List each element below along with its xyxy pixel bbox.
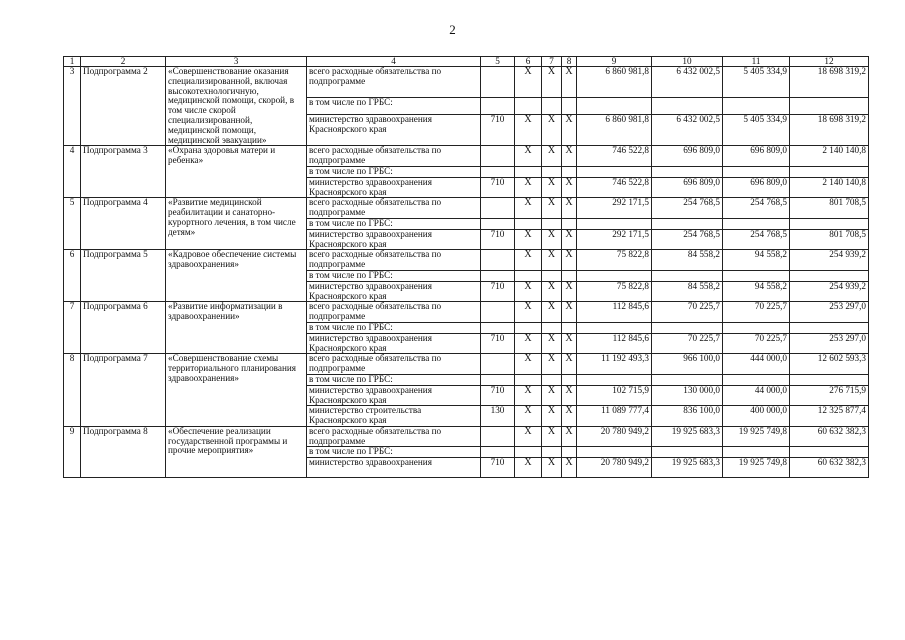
total-label: всего расходные обязательства по подпрограмме xyxy=(307,198,481,219)
code-cell xyxy=(481,67,515,98)
x-mark: X xyxy=(542,146,562,167)
amount-cell: 6 432 002,5 xyxy=(652,114,723,145)
code-cell xyxy=(481,198,515,219)
empty-cell xyxy=(790,374,869,385)
table-row xyxy=(64,67,869,98)
column-header: 10 xyxy=(652,57,723,67)
x-mark: X xyxy=(515,426,542,447)
amount-cell: 112 845,6 xyxy=(577,302,652,323)
column-header: 7 xyxy=(542,57,562,67)
column-header: 1 xyxy=(64,57,81,67)
amount-cell: 130 000,0 xyxy=(652,385,723,406)
empty-cell xyxy=(577,270,652,281)
amount-cell: 2 140 140,8 xyxy=(790,177,869,198)
x-mark: X xyxy=(515,302,542,323)
empty-cell xyxy=(481,322,515,333)
empty-cell xyxy=(562,218,577,229)
x-mark: X xyxy=(562,229,577,250)
table-row xyxy=(64,198,869,219)
column-header: 12 xyxy=(790,57,869,67)
x-mark: X xyxy=(542,177,562,198)
grbs-name: министерство здравоохранения Красноярского края xyxy=(307,114,481,145)
x-mark: X xyxy=(562,458,577,478)
empty-cell xyxy=(542,270,562,281)
amount-cell: 6 432 002,5 xyxy=(652,67,723,98)
column-header: 8 xyxy=(562,57,577,67)
x-mark: X xyxy=(515,114,542,145)
empty-cell xyxy=(577,322,652,333)
empty-cell xyxy=(515,166,542,177)
amount-cell: 19 925 749,8 xyxy=(723,458,790,478)
empty-cell xyxy=(577,166,652,177)
amount-cell: 102 715,9 xyxy=(577,385,652,406)
x-mark: X xyxy=(542,426,562,447)
empty-cell xyxy=(723,374,790,385)
amount-cell: 12 325 877,4 xyxy=(790,406,869,427)
x-mark: X xyxy=(542,385,562,406)
total-label: всего расходные обязательства по подпрограмме xyxy=(307,250,481,271)
subprogram-name: «Совершенствование оказания специализированной, включая высокотехнологичную, медицинской помощи, скорой, в том числе скорой специализированной, медицинской помощи, медицинской эвакуации» xyxy=(166,67,307,146)
x-mark: X xyxy=(515,333,542,354)
empty-cell xyxy=(652,218,723,229)
row-number: 9 xyxy=(64,426,81,477)
code-cell xyxy=(481,302,515,323)
empty-cell xyxy=(562,98,577,114)
amount-cell: 292 171,5 xyxy=(577,229,652,250)
amount-cell: 112 845,6 xyxy=(577,333,652,354)
grbs-code: 710 xyxy=(481,281,515,302)
total-label: всего расходные обязательства по подпрограмме xyxy=(307,302,481,323)
empty-cell xyxy=(481,447,515,458)
page-number: 2 xyxy=(449,22,456,37)
empty-cell xyxy=(652,447,723,458)
x-mark: X xyxy=(515,177,542,198)
subprogram-name: «Охрана здоровья матери и ребенка» xyxy=(166,146,307,198)
empty-cell xyxy=(515,218,542,229)
x-mark: X xyxy=(515,458,542,478)
row-number: 5 xyxy=(64,198,81,250)
empty-cell xyxy=(542,218,562,229)
empty-cell xyxy=(723,218,790,229)
x-mark: X xyxy=(542,333,562,354)
empty-cell xyxy=(723,322,790,333)
row-number: 3 xyxy=(64,67,81,146)
amount-cell: 12 602 593,3 xyxy=(790,354,869,375)
total-label: всего расходные обязательства по подпрограмме xyxy=(307,354,481,375)
including-label: в том числе по ГРБС: xyxy=(307,166,481,177)
x-mark: X xyxy=(515,281,542,302)
amount-cell: 94 558,2 xyxy=(723,250,790,271)
amount-cell: 2 140 140,8 xyxy=(790,146,869,167)
including-label: в том числе по ГРБС: xyxy=(307,374,481,385)
including-label: в том числе по ГРБС: xyxy=(307,270,481,281)
empty-cell xyxy=(481,98,515,114)
amount-cell: 94 558,2 xyxy=(723,281,790,302)
empty-cell xyxy=(790,98,869,114)
amount-cell: 696 809,0 xyxy=(652,146,723,167)
grbs-name: министерство здравоохранения Красноярского края xyxy=(307,281,481,302)
amount-cell: 18 698 319,2 xyxy=(790,114,869,145)
code-cell xyxy=(481,250,515,271)
header-row xyxy=(64,57,869,67)
empty-cell xyxy=(542,447,562,458)
grbs-name: министерство здравоохранения xyxy=(307,458,481,478)
empty-cell xyxy=(562,166,577,177)
grbs-name: министерство здравоохранения Красноярского края xyxy=(307,177,481,198)
x-mark: X xyxy=(542,406,562,427)
x-mark: X xyxy=(515,198,542,219)
subprogram-cell: Подпрограмма 3 xyxy=(81,146,166,198)
empty-cell xyxy=(577,447,652,458)
x-mark: X xyxy=(542,354,562,375)
subprogram-name: «Развитие медицинской реабилитации и санаторно-курортного лечения, в том числе детям» xyxy=(166,198,307,250)
empty-cell xyxy=(515,374,542,385)
empty-cell xyxy=(790,166,869,177)
table-row xyxy=(64,426,869,447)
x-mark: X xyxy=(542,229,562,250)
empty-cell xyxy=(515,322,542,333)
amount-cell: 18 698 319,2 xyxy=(790,67,869,98)
table-row xyxy=(64,302,869,323)
amount-cell: 5 405 334,9 xyxy=(723,114,790,145)
amount-cell: 746 522,8 xyxy=(577,146,652,167)
grbs-code: 710 xyxy=(481,333,515,354)
empty-cell xyxy=(790,218,869,229)
amount-cell: 60 632 382,3 xyxy=(790,458,869,478)
amount-cell: 836 100,0 xyxy=(652,406,723,427)
x-mark: X xyxy=(515,385,542,406)
including-label: в том числе по ГРБС: xyxy=(307,218,481,229)
amount-cell: 19 925 683,3 xyxy=(652,426,723,447)
grbs-code: 710 xyxy=(481,385,515,406)
empty-cell xyxy=(481,166,515,177)
including-label: в том числе по ГРБС: xyxy=(307,322,481,333)
empty-cell xyxy=(542,166,562,177)
grbs-name: министерство здравоохранения Красноярского края xyxy=(307,229,481,250)
x-mark: X xyxy=(562,406,577,427)
amount-cell: 70 225,7 xyxy=(723,302,790,323)
amount-cell: 11 089 777,4 xyxy=(577,406,652,427)
x-mark: X xyxy=(562,146,577,167)
empty-cell xyxy=(577,374,652,385)
x-mark: X xyxy=(515,406,542,427)
x-mark: X xyxy=(562,426,577,447)
x-mark: X xyxy=(542,458,562,478)
subprogram-cell: Подпрограмма 5 xyxy=(81,250,166,302)
amount-cell: 696 809,0 xyxy=(652,177,723,198)
amount-cell: 84 558,2 xyxy=(652,281,723,302)
amount-cell: 5 405 334,9 xyxy=(723,67,790,98)
column-header: 2 xyxy=(81,57,166,67)
grbs-name: министерство строительства Красноярского края xyxy=(307,406,481,427)
x-mark: X xyxy=(542,302,562,323)
x-mark: X xyxy=(562,281,577,302)
empty-cell xyxy=(515,447,542,458)
subprogram-cell: Подпрограмма 8 xyxy=(81,426,166,477)
empty-cell xyxy=(652,270,723,281)
total-label: всего расходные обязательства по подпрограмме xyxy=(307,67,481,98)
column-header: 3 xyxy=(166,57,307,67)
amount-cell: 75 822,8 xyxy=(577,281,652,302)
amount-cell: 696 809,0 xyxy=(723,177,790,198)
empty-cell xyxy=(652,322,723,333)
empty-cell xyxy=(790,447,869,458)
empty-cell xyxy=(723,447,790,458)
grbs-code: 130 xyxy=(481,406,515,427)
subprogram-cell: Подпрограмма 4 xyxy=(81,198,166,250)
grbs-code: 710 xyxy=(481,114,515,145)
amount-cell: 801 708,5 xyxy=(790,229,869,250)
amount-cell: 254 768,5 xyxy=(723,198,790,219)
amount-cell: 6 860 981,8 xyxy=(577,114,652,145)
subprogram-cell: Подпрограмма 2 xyxy=(81,67,166,146)
amount-cell: 746 522,8 xyxy=(577,177,652,198)
grbs-code: 710 xyxy=(481,229,515,250)
amount-cell: 20 780 949,2 xyxy=(577,426,652,447)
amount-cell: 253 297,0 xyxy=(790,302,869,323)
amount-cell: 254 768,5 xyxy=(723,229,790,250)
x-mark: X xyxy=(542,250,562,271)
empty-cell xyxy=(652,98,723,114)
column-header: 11 xyxy=(723,57,790,67)
amount-cell: 254 768,5 xyxy=(652,229,723,250)
empty-cell xyxy=(562,270,577,281)
code-cell xyxy=(481,426,515,447)
amount-cell: 254 939,2 xyxy=(790,250,869,271)
x-mark: X xyxy=(562,198,577,219)
x-mark: X xyxy=(542,114,562,145)
table-row xyxy=(64,354,869,375)
empty-cell xyxy=(515,98,542,114)
subprogram-name: «Кадровое обеспечение системы здравоохранения» xyxy=(166,250,307,302)
amount-cell: 75 822,8 xyxy=(577,250,652,271)
empty-cell xyxy=(652,374,723,385)
empty-cell xyxy=(577,218,652,229)
table-row xyxy=(64,250,869,271)
subprogram-cell: Подпрограмма 6 xyxy=(81,302,166,354)
amount-cell: 292 171,5 xyxy=(577,198,652,219)
amount-cell: 253 297,0 xyxy=(790,333,869,354)
empty-cell xyxy=(652,166,723,177)
empty-cell xyxy=(562,374,577,385)
amount-cell: 11 192 493,3 xyxy=(577,354,652,375)
x-mark: X xyxy=(515,146,542,167)
empty-cell xyxy=(481,218,515,229)
x-mark: X xyxy=(562,385,577,406)
subprogram-name: «Развитие информатизации в здравоохранении» xyxy=(166,302,307,354)
subprogram-name: «Обеспечение реализации государственной программы и прочие мероприятия» xyxy=(166,426,307,477)
empty-cell xyxy=(562,447,577,458)
x-mark: X xyxy=(562,354,577,375)
x-mark: X xyxy=(562,67,577,98)
amount-cell: 70 225,7 xyxy=(652,333,723,354)
grbs-name: министерство здравоохранения Красноярского края xyxy=(307,333,481,354)
x-mark: X xyxy=(562,177,577,198)
amount-cell: 801 708,5 xyxy=(790,198,869,219)
empty-cell xyxy=(515,270,542,281)
including-label: в том числе по ГРБС: xyxy=(307,98,481,114)
amount-cell: 966 100,0 xyxy=(652,354,723,375)
including-label: в том числе по ГРБС: xyxy=(307,447,481,458)
empty-cell xyxy=(723,270,790,281)
empty-cell xyxy=(790,322,869,333)
row-number: 4 xyxy=(64,146,81,198)
subprogram-name: «Совершенствование схемы территориального планирования здравоохранения» xyxy=(166,354,307,427)
x-mark: X xyxy=(562,114,577,145)
grbs-name: министерство здравоохранения Красноярского края xyxy=(307,385,481,406)
empty-cell xyxy=(542,98,562,114)
column-header: 4 xyxy=(307,57,481,67)
amount-cell: 254 768,5 xyxy=(652,198,723,219)
grbs-code: 710 xyxy=(481,177,515,198)
amount-cell: 254 939,2 xyxy=(790,281,869,302)
amount-cell: 444 000,0 xyxy=(723,354,790,375)
x-mark: X xyxy=(562,302,577,323)
x-mark: X xyxy=(542,281,562,302)
empty-cell xyxy=(723,166,790,177)
amount-cell: 44 000,0 xyxy=(723,385,790,406)
code-cell xyxy=(481,354,515,375)
x-mark: X xyxy=(515,354,542,375)
column-header: 9 xyxy=(577,57,652,67)
empty-cell xyxy=(542,322,562,333)
amount-cell: 400 000,0 xyxy=(723,406,790,427)
total-label: всего расходные обязательства по подпрограмме xyxy=(307,146,481,167)
column-header: 5 xyxy=(481,57,515,67)
code-cell xyxy=(481,146,515,167)
budget-table xyxy=(63,56,869,478)
grbs-code: 710 xyxy=(481,458,515,478)
amount-cell: 70 225,7 xyxy=(652,302,723,323)
amount-cell: 20 780 949,2 xyxy=(577,458,652,478)
empty-cell xyxy=(542,374,562,385)
amount-cell: 19 925 683,3 xyxy=(652,458,723,478)
amount-cell: 276 715,9 xyxy=(790,385,869,406)
row-number: 7 xyxy=(64,302,81,354)
x-mark: X xyxy=(515,67,542,98)
subprogram-cell: Подпрограмма 7 xyxy=(81,354,166,427)
empty-cell xyxy=(481,374,515,385)
column-header: 6 xyxy=(515,57,542,67)
amount-cell: 70 225,7 xyxy=(723,333,790,354)
empty-cell xyxy=(577,98,652,114)
amount-cell: 696 809,0 xyxy=(723,146,790,167)
x-mark: X xyxy=(542,67,562,98)
x-mark: X xyxy=(542,198,562,219)
amount-cell: 6 860 981,8 xyxy=(577,67,652,98)
table-row xyxy=(64,146,869,167)
empty-cell xyxy=(723,98,790,114)
amount-cell: 19 925 749,8 xyxy=(723,426,790,447)
empty-cell xyxy=(790,270,869,281)
amount-cell: 84 558,2 xyxy=(652,250,723,271)
x-mark: X xyxy=(515,250,542,271)
total-label: всего расходные обязательства по подпрограмме xyxy=(307,426,481,447)
empty-cell xyxy=(562,322,577,333)
x-mark: X xyxy=(515,229,542,250)
amount-cell: 60 632 382,3 xyxy=(790,426,869,447)
x-mark: X xyxy=(562,250,577,271)
row-number: 6 xyxy=(64,250,81,302)
x-mark: X xyxy=(562,333,577,354)
empty-cell xyxy=(481,270,515,281)
row-number: 8 xyxy=(64,354,81,427)
